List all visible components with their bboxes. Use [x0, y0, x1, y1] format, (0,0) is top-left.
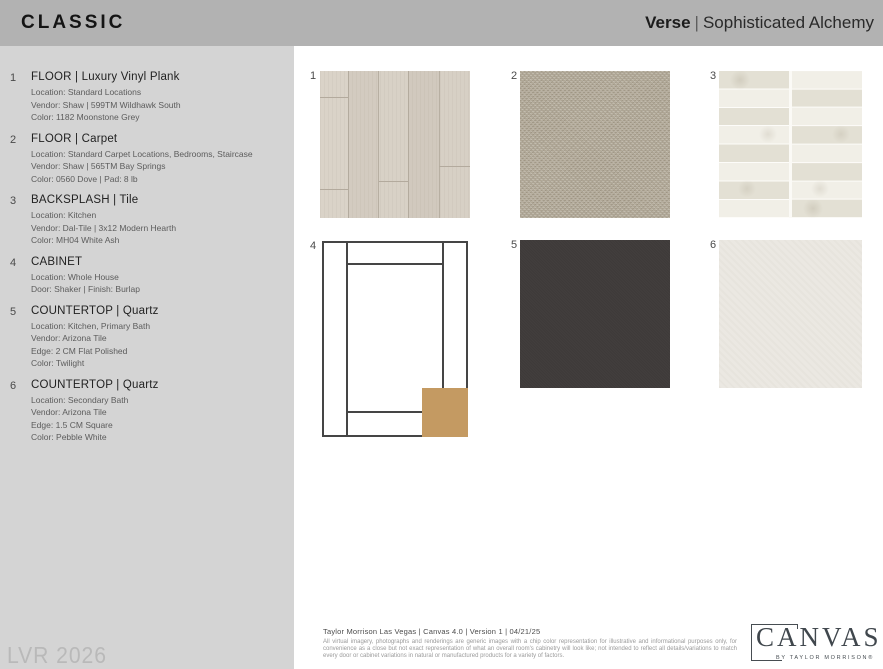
spec-color: Color: MH04 White Ash — [31, 235, 120, 245]
spec-number: 1 — [10, 72, 17, 84]
door-rail-top — [346, 263, 444, 265]
spec-color: Color: Pebble White — [31, 432, 107, 442]
spec-location: Location: Standard Locations — [31, 87, 142, 97]
spec-number: 2 — [10, 133, 17, 146]
series-title — [645, 13, 874, 33]
spec-vendor: Vendor: Arizona Tile — [31, 333, 107, 343]
swatch-number-1: 1 — [310, 70, 317, 82]
spec-item-cabinet — [10, 256, 286, 296]
spec-item-countertop-kitchen — [10, 305, 286, 370]
spec-title: COUNTERTOP | Quartz — [31, 304, 159, 317]
door-rail-bottom — [346, 411, 425, 413]
door-stile-left — [346, 243, 348, 435]
spec-body — [31, 133, 253, 186]
canvas-logo — [751, 621, 882, 664]
logo-wordmark: CANVAS — [756, 622, 882, 652]
spec-number: 6 — [10, 379, 17, 392]
spec-color: Color: Twilight — [31, 358, 85, 368]
spec-location: Location: Kitchen — [31, 210, 97, 220]
quartz-twilight-swatch — [520, 240, 670, 388]
spec-item-countertop-bath — [10, 379, 286, 444]
swatch-number-2: 2 — [511, 70, 518, 82]
plank-seam — [320, 97, 348, 98]
series-name: Verse — [645, 13, 691, 32]
logo-tagline: BY TAYLOR MORRISON® — [776, 655, 874, 661]
collection-title: CLASSIC — [21, 12, 126, 33]
quartz-pebble-white-swatch — [719, 240, 862, 388]
plank-seam — [439, 166, 470, 167]
spec-vendor: Vendor: Shaw | 565TM Bay Springs — [31, 161, 166, 171]
spec-number: 5 — [10, 305, 17, 318]
tile-column-left — [719, 71, 789, 218]
palette-name: Sophisticated Alchemy — [702, 13, 874, 32]
plan-code: LVR 2026 — [7, 642, 107, 668]
spec-item-backsplash — [10, 194, 286, 247]
title-divider: | — [694, 13, 699, 32]
spec-body — [31, 194, 176, 247]
spec-number: 3 — [10, 195, 17, 207]
spec-list — [0, 46, 294, 444]
spec-title: BACKSPLASH | Tile — [31, 194, 139, 206]
vinyl-plank-swatch — [320, 71, 470, 218]
spec-vendor: Vendor: Dal-Tile | 3x12 Modern Hearth — [31, 222, 177, 233]
swatch-number-6: 6 — [710, 239, 717, 251]
spec-vendor: Vendor: Shaw | 599TM Wildhawk South — [31, 99, 181, 110]
backsplash-tile-swatch — [719, 71, 862, 218]
spec-item-floor-carpet — [10, 133, 286, 186]
spec-body — [31, 71, 181, 124]
swatch-number-5: 5 — [511, 239, 518, 251]
cabinet-door-drawing — [322, 241, 468, 437]
footer-disclaimer: All virtual imagery, photographs and renderings are generic images with a chip color representation for illustrative and informational purposes only, for convenience as a close but not exact representation of what an overall room's cabinetry will look like; not intended to reflect all details/variations to match every door or cabinet variations in natural or manufactured products for a variety of factors. — [323, 639, 737, 659]
spec-edge: Edge: 1.5 CM Square — [31, 419, 113, 430]
spec-title: CABINET — [31, 255, 83, 268]
spec-body — [31, 256, 140, 296]
spec-vendor: Vendor: Arizona Tile — [31, 407, 107, 417]
plank-seam — [379, 181, 408, 182]
plank-seam — [320, 189, 348, 190]
logo-frame-line — [751, 624, 752, 660]
swatch-number-3: 3 — [710, 70, 717, 82]
burlap-finish-chip — [422, 388, 468, 437]
spec-number: 4 — [10, 256, 17, 269]
carpet-swatch — [520, 71, 670, 218]
spec-color: Color: 0560 Dove | Pad: 8 lb — [31, 173, 138, 184]
spec-location: Location: Standard Carpet Locations, Bedrooms, Staircase — [31, 148, 253, 159]
spec-edge: Edge: 2 CM Flat Polished — [31, 345, 128, 356]
spec-door-finish: Door: Shaker | Finish: Burlap — [31, 284, 140, 294]
tile-column-right — [792, 71, 862, 218]
spec-color: Color: 1182 Moonstone Grey — [31, 112, 140, 122]
spec-body — [31, 379, 159, 444]
spec-body — [31, 305, 159, 370]
swatch-number-4: 4 — [310, 240, 317, 252]
spec-location: Location: Kitchen, Primary Bath — [31, 320, 151, 331]
spec-title: COUNTERTOP | Quartz — [31, 378, 159, 391]
spec-location: Location: Secondary Bath — [31, 394, 129, 405]
spec-sidebar — [0, 46, 294, 669]
header-band — [0, 0, 883, 46]
spec-title: FLOOR | Carpet — [31, 132, 118, 145]
spec-title: FLOOR | Luxury Vinyl Plank — [31, 71, 180, 83]
spec-item-floor-lvp — [10, 71, 286, 124]
spec-location: Location: Whole House — [31, 271, 119, 282]
footer-version-line: Taylor Morrison Las Vegas | Canvas 4.0 | Version 1 | 04/21/25 — [323, 627, 541, 636]
